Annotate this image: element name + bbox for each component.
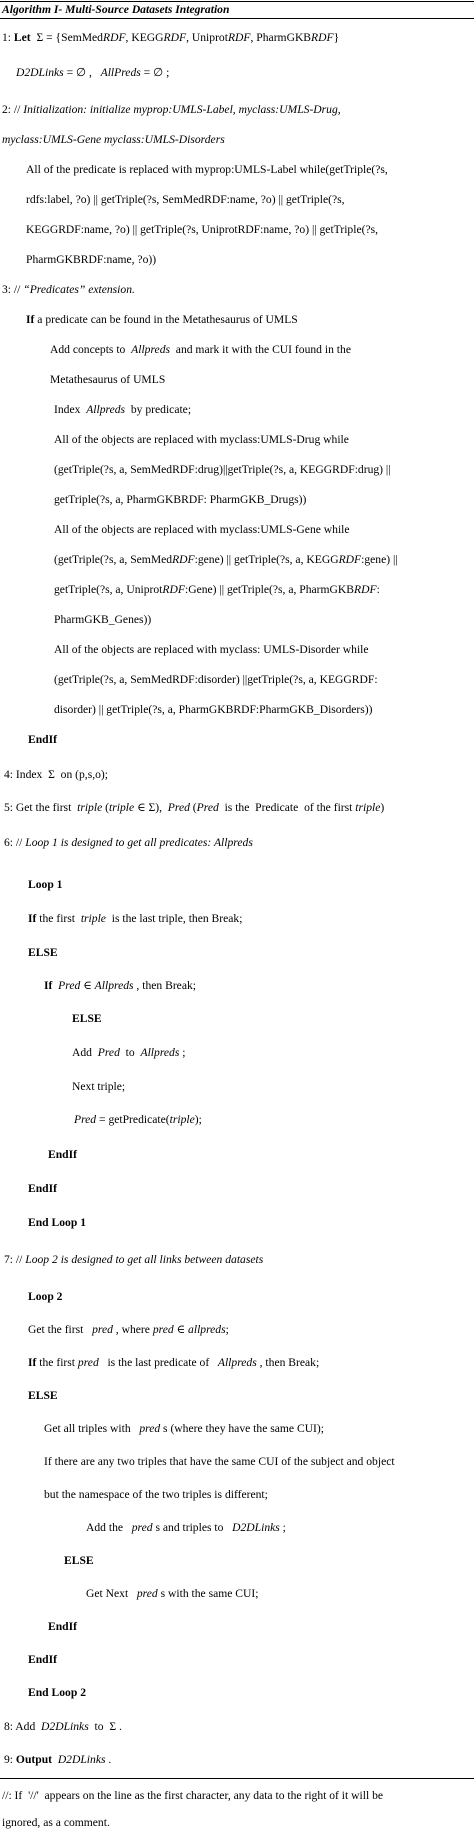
line-6-loop1-start [28, 877, 62, 893]
text-segment: ignored, as a comment. [2, 1816, 110, 1829]
line-3-add-concepts-cont [50, 372, 165, 388]
algorithm-title: Algorithm I- Multi-Source Datasets Integration [2, 3, 230, 16]
line-7-get-next-pred [86, 1586, 259, 1602]
text-segment: 2: // [2, 103, 24, 116]
line-7-if-last-pred [28, 1355, 319, 1371]
text-segment: ; [279, 1521, 286, 1534]
text-segment: D2DLinks [57, 1753, 106, 1766]
text-segment: PharmGKBRDF:name, ?o)) [26, 253, 157, 266]
text-segment: rdfs:label, ?o) || getTriple(?s, SemMedRDF:name, ?o) || getTriple(?s, [26, 193, 345, 206]
line-3-gene-replace-cont2 [54, 582, 380, 598]
line-7-inner-endif [48, 1619, 77, 1635]
text-segment: ∈ Σ), [134, 801, 168, 814]
title-rule [0, 18, 474, 19]
text-segment: Pred [58, 979, 81, 992]
text-segment: , then Break; [256, 1356, 320, 1369]
text-segment: D2DLinks [41, 1720, 89, 1733]
text-segment: AllPreds [100, 66, 141, 79]
text-segment: is the last triple, then Break; [105, 912, 243, 925]
line-2-predicate-replace-cont3 [26, 252, 156, 268]
line-2-init-comment-cont [2, 132, 225, 148]
text-segment: by predicate; [125, 403, 192, 416]
text-segment: pred [77, 1356, 99, 1369]
line-5-get-first-triple [4, 800, 384, 816]
text-segment: Output [15, 1753, 53, 1766]
text-segment: triple [77, 801, 103, 814]
text-segment: If [28, 1356, 37, 1369]
text-segment: } [333, 31, 340, 44]
text-segment: RDF [162, 583, 185, 596]
text-segment: pred [131, 1521, 153, 1534]
text-segment: If [44, 979, 53, 992]
text-segment: pred [152, 1323, 174, 1336]
text-segment: , where [112, 1323, 153, 1336]
text-segment: = ∅ , [63, 66, 101, 79]
text-segment: Add concepts to [50, 343, 132, 356]
text-segment: Get all triples with [44, 1422, 140, 1435]
text-segment: Allpreds [94, 979, 134, 992]
line-7-loop2-start [28, 1289, 62, 1305]
text-segment: Add [72, 1046, 98, 1059]
line-7-get-all-triples [44, 1421, 324, 1437]
footnote-rule [0, 1778, 474, 1779]
line-3-endif [28, 732, 57, 748]
text-segment: All of the objects are replaced with myclass: UMLS-Disorder while [54, 643, 369, 656]
text-segment: End Loop 1 [28, 1216, 86, 1229]
text-segment: RDF [338, 553, 362, 566]
line-3-add-concepts [50, 342, 351, 358]
text-segment: RDF [354, 583, 377, 596]
line-7-get-first-pred [28, 1322, 229, 1338]
footnote-comment-rule [2, 1788, 383, 1804]
text-segment: Allpreds [140, 1046, 180, 1059]
text-segment: ); [194, 1113, 202, 1126]
line-7-inner-else [64, 1553, 94, 1569]
text-segment: (getTriple(?s, a, SemMedRDF:disorder) ||getTriple(?s, a, KEGGRDF: [54, 673, 378, 686]
text-segment: ELSE [28, 1389, 58, 1402]
line-3-extension-comment [2, 282, 135, 298]
line-6-get-predicate [74, 1112, 202, 1128]
text-segment: pred [139, 1422, 161, 1435]
line-6-if-pred-in-allpreds [44, 978, 196, 994]
text-segment: Index [54, 403, 87, 416]
line-6-inner-else [72, 1011, 102, 1027]
text-segment: (getTriple(?s, a, SemMedRDF:drug)||getTriple(?s, a, KEGGRDF:drug) || [54, 463, 391, 476]
text-segment: , PharmGKB [250, 31, 312, 44]
text-segment: If [26, 313, 35, 326]
text-segment: :gene) || getTriple(?s, a, KEGG [194, 553, 339, 566]
text-segment: RDF [227, 31, 251, 44]
text-segment: Pred [196, 801, 219, 814]
text-segment: = getPredicate( [96, 1113, 170, 1126]
text-segment: All of the predicate is replaced with myprop:UMLS-Label while(getTriple(?s, [26, 163, 388, 176]
text-segment: If [28, 912, 37, 925]
text-segment: disorder) || getTriple(?s, a, PharmGKBRDF:PharmGKB_Disorders)) [54, 703, 373, 716]
text-segment: myclass:UMLS-Gene myclass:UMLS-Disorders [2, 133, 225, 146]
text-segment: . [105, 1753, 112, 1766]
text-segment: the first [36, 1356, 78, 1369]
text-segment: Add the [86, 1521, 132, 1534]
text-segment: pred [136, 1587, 158, 1600]
text-segment: Metathesaurus of UMLS [50, 373, 166, 386]
text-segment: EndIf [28, 1182, 58, 1195]
line-6-loop1-comment [4, 835, 253, 851]
line-3-if-metathesaurus [26, 312, 298, 328]
text-segment: All of the objects are replaced with myclass:UMLS-Drug while [54, 433, 349, 446]
line-2-init-comment [2, 102, 341, 118]
text-segment: EndIf [28, 733, 58, 746]
text-segment: ∈ [173, 1323, 189, 1336]
line-7-add-to-d2dlinks [86, 1520, 286, 1536]
text-segment: , KEGG [125, 31, 164, 44]
text-segment: (getTriple(?s, a, SemMed [54, 553, 173, 566]
text-segment: ) [380, 801, 385, 814]
text-segment: ELSE [64, 1554, 94, 1567]
text-segment: D2DLinks [16, 66, 64, 79]
text-segment: If there are any two triples that have the same CUI of the subject and object [44, 1455, 395, 1468]
text-segment: 3: // [2, 283, 24, 296]
text-segment: 1: [2, 31, 14, 44]
text-segment: Pred [97, 1046, 120, 1059]
text-segment: Σ = {SemMed [30, 31, 103, 44]
line-8-add [4, 1719, 122, 1735]
text-segment: s (where they have the same CUI); [160, 1422, 325, 1435]
text-segment: triple [108, 801, 135, 814]
line-3-drug-replace-cont1 [54, 462, 391, 478]
line-7-endif [28, 1652, 57, 1668]
line-6-if-last-triple [28, 911, 242, 927]
text-segment: and mark it with the CUI found in the [170, 343, 351, 356]
text-segment: Loop 1 [28, 878, 63, 891]
line-1-let [2, 30, 339, 46]
line-7-if-same-cui [44, 1454, 395, 1470]
line-4-index [4, 767, 108, 783]
text-segment: ELSE [28, 946, 58, 959]
text-segment: KEGGRDF:name, ?o) || getTriple(?s, UniprotRDF:name, ?o) || getTriple(?s, [26, 223, 379, 236]
line-7-if-same-cui-cont [44, 1487, 268, 1503]
text-segment: ; [179, 1046, 186, 1059]
text-segment: is the last predicate of [98, 1356, 218, 1369]
text-segment: RDF [102, 31, 126, 44]
text-segment: triple [169, 1113, 195, 1126]
text-segment: 8: Add [4, 1720, 42, 1733]
text-segment: Loop 2 is designed to get all links between datasets [25, 1253, 264, 1266]
text-segment: ELSE [72, 1012, 102, 1025]
text-segment: Let [13, 31, 31, 44]
text-segment: EndIf [48, 1148, 78, 1161]
text-segment: Initialization: initialize myprop:UMLS-Label, myclass:UMLS-Drug, [23, 103, 341, 116]
text-segment: pred [92, 1323, 113, 1336]
text-segment: 5: Get the first [4, 801, 78, 814]
text-segment: = ∅ ; [140, 66, 170, 79]
text-segment: Get the first [28, 1323, 93, 1336]
text-segment: ∈ [80, 979, 95, 992]
line-3-gene-replace-cont3 [54, 612, 151, 628]
line-7-loop2-end [28, 1685, 86, 1701]
line-2-predicate-replace-cont2 [26, 222, 378, 238]
text-segment: 4: Index Σ on (p,s,o); [4, 768, 108, 781]
text-segment: the first [36, 912, 81, 925]
text-segment: “Predicates” extension. [23, 283, 135, 296]
text-segment: Allpreds [131, 343, 170, 356]
text-segment: Pred [74, 1113, 97, 1126]
text-segment: ( [102, 801, 109, 814]
line-3-disorder-replace-cont2 [54, 702, 373, 718]
text-segment: :gene) || [361, 553, 398, 566]
text-segment: is the Predicate of the first [218, 801, 356, 814]
text-segment: 6: // [4, 836, 26, 849]
text-segment: Loop 1 is designed to get all predicates: Allpreds [25, 836, 253, 849]
line-3-gene-replace [54, 522, 350, 538]
text-segment: End Loop 2 [28, 1686, 86, 1699]
text-segment: but the namespace of the two triples is different; [44, 1488, 268, 1501]
text-segment: All of the objects are replaced with myclass:UMLS-Gene while [54, 523, 350, 536]
text-segment: Loop 2 [28, 1290, 63, 1303]
text-segment: Get Next [86, 1587, 137, 1600]
text-segment: ( [189, 801, 197, 814]
text-segment: to [119, 1046, 141, 1059]
line-6-endif [28, 1181, 57, 1197]
text-segment: RDF [311, 31, 334, 44]
text-segment: , then Break; [133, 979, 196, 992]
text-segment: : [376, 583, 380, 596]
text-segment: //: If '//' appears on the line as the first character, any data to the right of it will be [2, 1789, 384, 1802]
text-segment: allpreds [188, 1323, 226, 1336]
line-1-init-sets [16, 65, 169, 81]
text-segment: s with the same CUI; [157, 1587, 259, 1600]
text-segment: RDF [172, 553, 195, 566]
line-6-add-pred [72, 1045, 185, 1061]
text-segment: Allpreds [86, 403, 126, 416]
text-segment: ; [225, 1323, 229, 1336]
line-3-disorder-replace-cont1 [54, 672, 378, 688]
text-segment: RDF [163, 31, 187, 44]
text-segment: , Uniprot [186, 31, 228, 44]
line-7-else [28, 1388, 58, 1404]
line-3-gene-replace-cont1 [54, 552, 398, 568]
text-segment: Next triple; [72, 1080, 126, 1093]
text-segment: EndIf [28, 1653, 58, 1666]
line-7-loop2-comment [4, 1252, 263, 1268]
line-3-drug-replace-cont2 [54, 492, 306, 508]
text-segment: s and triples to [152, 1521, 233, 1534]
line-6-loop1-end [28, 1215, 86, 1231]
text-segment: triple [355, 801, 381, 814]
line-3-drug-replace [54, 432, 349, 448]
line-2-predicate-replace [26, 162, 388, 178]
text-segment: to Σ . [88, 1720, 122, 1733]
text-segment: :Gene) || getTriple(?s, a, PharmGKB [184, 583, 355, 596]
line-2-predicate-replace-cont1 [26, 192, 345, 208]
line-6-else [28, 945, 58, 961]
line-9-output [4, 1752, 111, 1768]
text-segment: triple [80, 912, 106, 925]
text-segment: PharmGKB_Genes)) [54, 613, 152, 626]
line-6-next-triple [72, 1079, 125, 1095]
text-segment: 9: [4, 1753, 16, 1766]
line-3-index-allpreds [54, 402, 191, 418]
footnote-comment-rule-cont [2, 1815, 110, 1831]
line-3-disorder-replace [54, 642, 369, 658]
text-segment: EndIf [48, 1620, 78, 1633]
line-6-inner-endif [48, 1147, 77, 1163]
text-segment: 7: // [4, 1253, 26, 1266]
text-segment: Pred [167, 801, 190, 814]
text-segment: D2DLinks [232, 1521, 280, 1534]
text-segment: getTriple(?s, a, Uniprot [54, 583, 163, 596]
text-segment: Allpreds [217, 1356, 257, 1369]
text-segment: a predicate can be found in the Metathesaurus of UMLS [34, 313, 298, 326]
text-segment: getTriple(?s, a, PharmGKBRDF: PharmGKB_Drugs)) [54, 493, 307, 506]
